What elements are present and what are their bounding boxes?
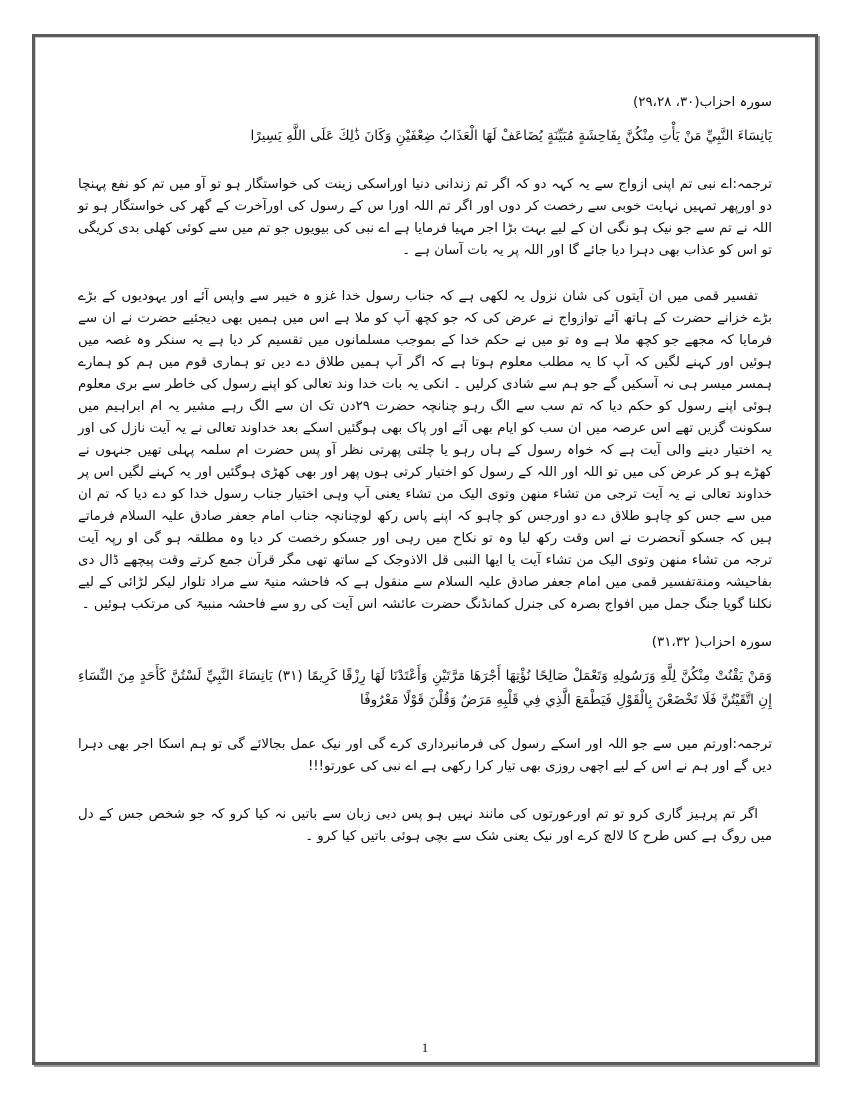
page-number: 1 [421,1040,429,1055]
section-1-tafsir: تفسیر قمی میں ان آیتوں کی شان نزول یہ لکھی ہے کہ جناب رسول خدا غزو ہ خیبر سے واپس آئے اور یہودیوں کے بڑے بڑے خزانے حضرت کے ہاتھ آئے توازواج نے عرض کی کہ جو کچھ آپ کو ملا ہے اس میں ہمیں بھی دیجئیے حضرت نے ان سے فرمایا کہ مجھے جو کچھ ملا ہے وہ تو میں نے حکم خدا کے بموجب مسلمانوں میں تقسیم کر دیا ہے یہ سنکر وہ غصہ میں ہوئیں اور کہنے لگیں کہ آپ کا یہ مطلب معلوم ہوتا ہے کہ اگر آپ ہمیں طلاق دے دیں تو ہماری قوم میں ہم کو ہمارے ہمسر میسر ہی نہ آسکیں گے جو ہم سے شادی کرلیں ۔ انکی یہ بات خدا وند تعالی کو اپنے رسول کی خاطر سے بری معلوم ہوئی اپنے رسول کو حکم دیا کہ تم سب سے الگ رہو چنانچہ حضرت ۲۹دن تک ان سے الگ رہے مشیر یہ ام ابراہیم میں سکونت گزیں تھے اس عرصہ میں ان سب کو ایام بھی آئے اور پاک بھی ہوگئیں اسکے بعد خداوند تعالی نے یہ آیت نازل کی اور یہ اختیار دینے والی آیت ہے کہ خواہ رسول کے ہاں رہو یا چلتی پھرتی نظر آو پس حضرت ام سلمہ پہلی تھیں جنہوں نے کھڑے ہو کر عرض کی میں تو اللہ اور اللہ کے رسول کو اختیار کرتی ہوں پھر اور بھی کھڑی ہوگئیں اور یہ کہنے لگیں اس پر خداوند تعالی نے یہ آیت ترجی من تشاء منھن وتوی الیک من تشاء یعنی آپ وہی اختیار جناب رسول خدا کو دے دیا کہ تم ان میں سے جس کو چاہو طلاق دے دو اورجس کو چاہو کہ اپنے پاس رکھ لوچنانچہ جناب امام جعفر صادق علیہ السلام فرماتے ہیں کہ جسکو آنحضرت نے اس وقت رکھ لیا وہ تو نکاح میں رہی اور جسکو رخصت کر دیا وہ مطلقہ ہو گی او رپہ آیت ترجہ من تشاء منھن وتوی الیک من تشاء آیت یا ایھا النبی قل الاذوجک کے ساتھ تھی مگر قرآن جمع کرتے وقت پیچھے ڈال دی بفاحیشہ ومنةتفسیر قمی میں امام جعفر صادق علیہ السلام سے منقول ہے کہ فاحشہ منیۃ سے مراد تلوار لیکر لڑائی کے لیے نکلنا گویا جنگ جمل میں افواج بصرہ کی جنرل کمانڈنگ حضرت عائشہ اس آیت کی رو سے فاحشہ منبیۃ کی مرتکب ہوئیں ۔ [78,289,772,612]
section-1-ayah: يَانِسَاءَ النَّبِيِّ مَنْ يَأْتِ مِنْكُنَّ بِفَاحِشَةٍ مُبَيِّنَةٍ يُضَاعَفْ لَهَا الْعَذَابُ ضِعْفَيْنِ وَكَانَ ذَٰلِكَ عَلَى اللَّهِ يَسِيرًا [250,128,772,144]
section-2-translation: ترجمہ:اورتم میں سے جو اللہ اور اسکے رسول کی فرمانبرداری کرے گی اور نیک عمل بجالائے گی تو ہم اسکا اجر بھی دہرا دیں گے اور ہم نے اس کے لیے اچھی روزی بھی تیار کرا رکھی ہے اے نبی کی عورتو!!! [78,737,772,774]
document-body [78,92,772,848]
section-1-translation: ترجمہ:اے نبی تم اپنی ازواج سے یہ کہہ دو کہ اگر تم زندانی دنیا اوراسکی زینت کی خواستگار ہو تو آو میں تم کو نفع پہنچا دو اورپھر تمہیں نہایت خوبی سے رخصت کر دوں اور اگر تم اللہ اورا س کے رسول کی اورآخرت کے گھر کی خواستگار ہو تو اللہ نے تم سے جو نیک ہو نگی ان کے لیے بہت بڑا اجر مہیا فرمایا ہے اے نبی کی بیویوں جو تم میں سے کوئی کھلی بدی کریگی تو اس کو عذاب بھی دہرا دیا جائے گا اور اللہ پر یہ بات آسان ہے ۔ [77,177,772,258]
section-1-heading: سورہ احزاب(۳۰، ۲۹،۲۸) [633,95,772,110]
section-2-tafsir: اگر تم پرہیز گاری کرو تو تم اورعورتوں کی مانند نہیں ہو پس دبی زبان سے باتیں نہ کیا کرو کہ جو شخص جس کے دل میں روگ ہے کس طرح کا لالچ کرے اور نیک یعنی شک سے بچی ہوئی باتیں کیا کرو ۔ [78,807,772,844]
section-2-heading: سورہ احزاب( ۳۱،۳۲) [651,635,772,650]
section-2-ayah: وَمَنْ يَقْنُتْ مِنْكُنَّ لِلَّهِ وَرَسُولِهِ وَتَعْمَلْ صَالِحًا نُؤْتِهَا أَجْرَهَا مَرَّتَيْنِ وَأَعْتَدْنَا لَهَا رِزْقًا كَرِيمًا (۳۱) يَانِسَاءَ النَّبِيِّ لَسْتُنَّ كَأَحَدٍ مِنَ النِّسَاءِ إِنِ اتَّقَيْتُنَّ فَلَا تَخْضَعْنَ بِالْقَوْلِ فَيَطْمَعَ الَّذِي فِي قَلْبِهِ مَرَضٌ وَقُلْنَ قَوْلًا مَعْرُوفًا [78,668,772,708]
